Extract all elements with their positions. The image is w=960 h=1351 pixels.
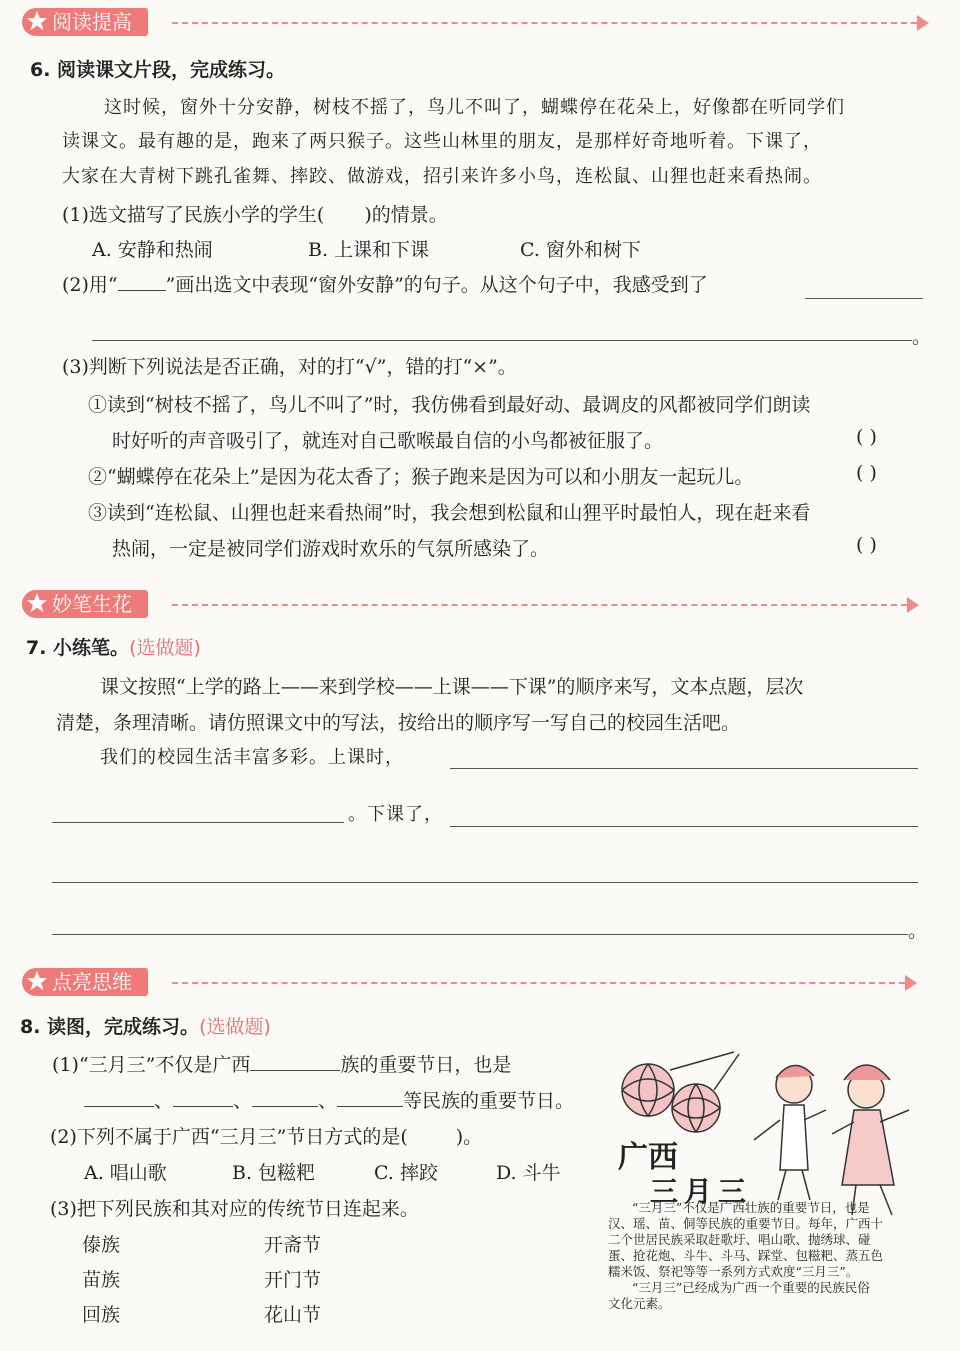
star-icon	[26, 592, 48, 614]
answer-blank[interactable]	[84, 1106, 154, 1107]
answer-paren[interactable]: ( )	[856, 462, 877, 484]
divider	[172, 982, 905, 984]
ethnic-group[interactable]: 回族	[82, 1304, 121, 1326]
optional-tag: (选做题)	[129, 637, 201, 659]
period: 。	[908, 920, 928, 942]
section-banner-writing	[22, 590, 922, 620]
judge-item-1: ①读到“树枝不摇了，鸟儿不叫了”时，我仿佛看到最好动、最调皮的风都被同学们朗读	[88, 394, 811, 416]
answer-blank[interactable]	[173, 1106, 233, 1107]
q8-part3: (3)把下列民族和其对应的传统节日连起来。	[50, 1198, 419, 1220]
answer-blank[interactable]	[250, 1070, 340, 1071]
question-6-title: 6. 阅读课文片段，完成练习。	[30, 59, 286, 81]
writing-line[interactable]	[52, 934, 908, 935]
illustration-title: 广西	[618, 1140, 678, 1175]
answer-blank[interactable]	[337, 1106, 403, 1107]
section-banner-thinking	[22, 968, 920, 998]
option-c[interactable]: C. 窗外和树下	[520, 239, 641, 261]
dancing-children-icon	[754, 1065, 909, 1215]
question-8-title: 8. 读图，完成练习。(选做题)	[20, 1016, 271, 1038]
section-title: 妙笔生花	[22, 590, 148, 618]
option-a[interactable]: A. 唱山歌	[84, 1162, 167, 1184]
ethnic-group[interactable]: 苗族	[82, 1269, 121, 1291]
period: 。	[912, 326, 932, 348]
arrow-icon	[905, 975, 917, 991]
after-class-label: 。下课了，	[348, 804, 443, 825]
q6-part2: (2)用“ ”画出选文中表现“窗外安静”的句子。从这个句子中，我感受到了	[62, 274, 708, 296]
festival[interactable]: 开斋节	[264, 1234, 322, 1256]
star-icon	[26, 10, 48, 32]
option-b[interactable]: B. 包糍粑	[232, 1162, 316, 1184]
writing-line[interactable]	[450, 768, 918, 769]
ethnic-group[interactable]: 傣族	[82, 1234, 121, 1256]
judge-item-3: ③读到“连松鼠、山狸也赶来看热闹”时，我会想到松鼠和山狸平时最怕人，现在赶来看	[88, 502, 811, 524]
star-icon	[26, 970, 48, 992]
passage-line: 大家在大青树下跳孔雀舞、摔跤、做游戏，招引来许多小鸟，连松鼠、山狸也赶来看热闹。	[62, 166, 822, 187]
judge-item-3-cont: 热闹，一定是被同学们游戏时欢乐的气氛所感染了。	[112, 538, 550, 560]
q6-part1: (1)选文描写了民族小学的学生( )的情景。	[62, 204, 448, 226]
writing-start: 我们的校园生活丰富多彩。上课时，	[100, 747, 404, 768]
divider	[172, 604, 907, 606]
section-title: 点亮思维	[22, 968, 148, 996]
option-c[interactable]: C. 摔跤	[374, 1162, 438, 1184]
judge-item-1-cont: 时好听的声音吸引了，就连对自己歌喉最自信的小鸟都被征服了。	[112, 430, 664, 452]
optional-tag: (选做题)	[199, 1016, 271, 1038]
writing-line[interactable]	[52, 822, 344, 823]
answer-line[interactable]	[92, 340, 912, 341]
writing-line[interactable]	[52, 882, 918, 883]
divider	[172, 22, 917, 24]
option-a[interactable]: A. 安静和热闹	[92, 239, 213, 261]
answer-paren[interactable]: ( )	[856, 534, 877, 556]
passage-line: 读课文。最有趣的是，跑来了两只猴子。这些山林里的朋友，是那样好奇地听着。下课了，	[62, 131, 822, 152]
festival[interactable]: 开门节	[264, 1269, 322, 1291]
instruction-line: 清楚，条理清晰。请仿照课文中的写法，按给出的顺序写一写自己的校园生活吧。	[56, 712, 741, 734]
illustration-subtitle: 三月三	[650, 1175, 753, 1208]
embroidered-ball-icon	[622, 1052, 739, 1132]
illustration-caption: “三月三”不仅是广西壮族的重要节日，也是 汉、瑶、苗、侗等民族的重要节日。每年，广西十 二个世居民族采取赶歌圩、唱山歌、抛绣球、碰 蛋、抢花炮、斗牛、斗马、踩堂、包糍粑、蒸五色 糯米饭、祭祀等等一系列方式欢度“三月三”。 “三月三”已经成为广西一个重要的民族民俗 文化元素。	[608, 1200, 884, 1311]
answer-blank[interactable]	[252, 1106, 318, 1107]
option-d[interactable]: D. 斗牛	[496, 1162, 561, 1184]
arrow-icon	[917, 15, 929, 31]
passage-line: 这时候，窗外十分安静，树枝不摇了，鸟儿不叫了，蝴蝶停在花朵上，好像都在听同学们	[104, 97, 845, 118]
underline-sample	[118, 290, 166, 291]
judge-item-2: ②“蝴蝶停在花朵上”是因为花太香了；猴子跑来是因为可以和小朋友一起玩儿。	[88, 466, 754, 488]
arrow-icon	[907, 597, 919, 613]
q8-part2: (2)下列不属于广西“三月三”节日方式的是( )。	[50, 1126, 483, 1148]
writing-line[interactable]	[450, 826, 918, 827]
answer-paren[interactable]: ( )	[856, 426, 877, 448]
answer-line[interactable]	[805, 298, 923, 299]
festival[interactable]: 花山节	[264, 1304, 322, 1326]
q6-part3: (3)判断下列说法是否正确，对的打“√”，错的打“×”。	[62, 356, 517, 378]
instruction-line: 课文按照“上学的路上——来到学校——上课——下课”的顺序来写，文本点题，层次	[100, 676, 804, 698]
q8-part1-cont: 、 、 、 等民族的重要节日。	[84, 1086, 574, 1113]
question-7-title: 7. 小练笔。(选做题)	[26, 637, 201, 659]
section-banner-reading	[22, 8, 932, 38]
section-title: 阅读提高	[22, 8, 148, 36]
option-b[interactable]: B. 上课和下课	[308, 239, 430, 261]
q8-part1: (1)“三月三”不仅是广西 族的重要节日，也是	[52, 1054, 512, 1076]
